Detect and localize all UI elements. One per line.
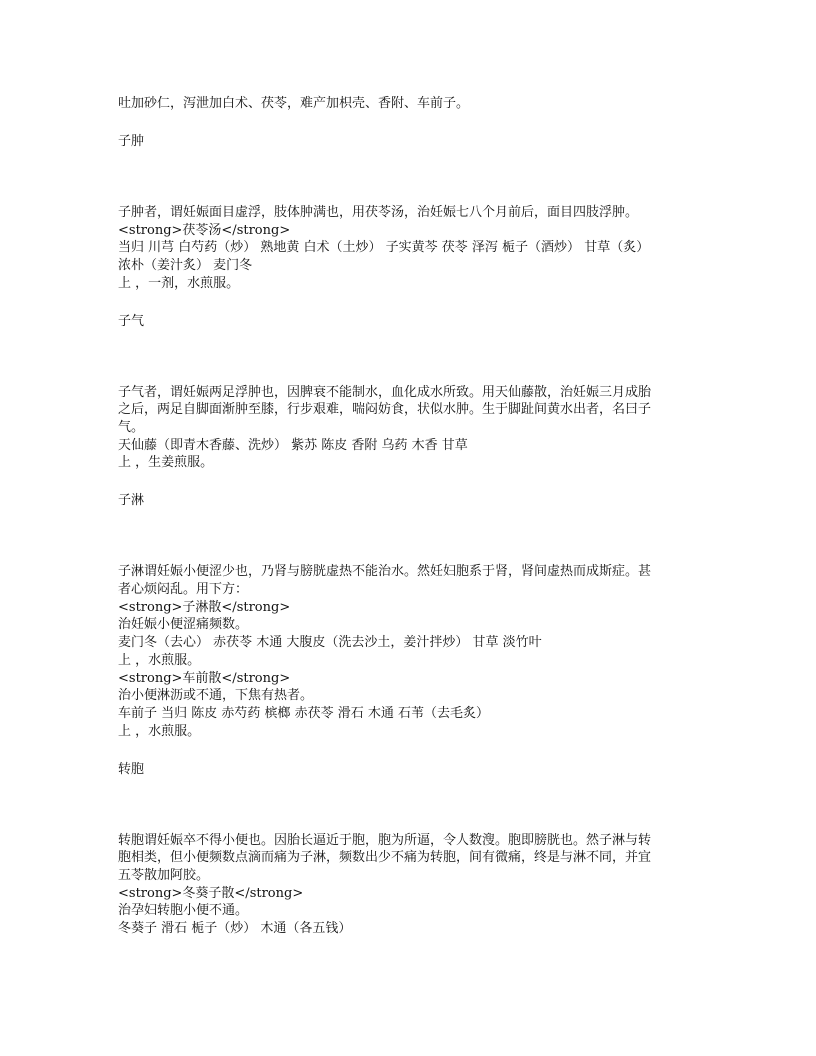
text-line: 浓朴（姜汁炙） 麦门冬 [118,258,253,274]
text-line: 天仙藤（即青木香藤、洗炒） 紫苏 陈皮 香附 乌药 木香 甘草 [118,437,468,453]
text-line: 者心烦闷乱。用下方： [118,582,249,598]
text-line: 上 ，水煎服。 [118,723,201,739]
text-line: 治孕妇转胞小便不通。 [118,903,249,919]
text-line: 转胞谓妊娠卒不得小便也。因胎长逼近于胞，胞为所逼，令人数溲。胞即膀胱也。然子淋与转 [118,832,652,848]
text-line: 当归 川芎 白芍药（炒） 熟地黄 白术（土炒） 子实黄芩 茯苓 泽泻 栀子（酒炒） 甘草（炙） [118,240,650,256]
formula-title-line: <strong>车前散</strong> [118,670,291,686]
section-heading: 子肿 [118,133,145,149]
text-line: 五苓散加阿胶。 [118,867,210,883]
text-line: 治妊娠小便涩痛频数。 [118,617,249,633]
formula-title-line: <strong>子淋散</strong> [118,599,291,615]
document-page [118,95,708,938]
text-line: 气。 [118,420,145,436]
formula-title-line: <strong>冬葵子散</strong> [118,885,304,901]
text-line: 子肿者，谓妊娠面目虚浮，肢体肿满也，用茯苓汤，治妊娠七八个月前后，面目四肢浮肿。 [118,204,639,220]
text-line: 上 ，一剂，水煎服。 [118,275,240,291]
text-line: 上 ，水煎服。 [118,652,201,668]
section-heading: 子气 [118,313,145,329]
section-heading: 子淋 [118,493,145,509]
text-line: 麦门冬（去心） 赤茯苓 木通 大腹皮（洗去沙土，姜汁拌炒） 甘草 淡竹叶 [118,635,542,651]
text-line: 子淋谓妊娠小便涩少也，乃肾与膀胱虚热不能治水。然妊妇胞系于肾，肾间虚热而成斯症。甚 [118,564,652,580]
text-line: 之后，两足自脚面渐肿至膝，行步艰难，喘闷妨食，状似水肿。生于脚趾间黄水出者，名曰子 [118,402,652,418]
section-heading: 转胞 [118,761,145,777]
intro-line: 吐加砂仁，泻泄加白术、茯苓，难产加枳壳、香附、车前子。 [118,96,470,111]
text-line: 车前子 当归 陈皮 赤芍药 槟榔 赤茯苓 滑石 木通 石苇（去毛炙） [118,705,490,721]
formula-title-line: <strong>茯苓汤</strong> [118,222,291,238]
text-line: 冬葵子 滑石 栀子（炒） 木通（各五钱） [118,921,352,936]
text-line: 胞相类，但小便频数点滴而痛为子淋，频数出少不痛为转胞，间有微痛，终是与淋不同，并宜 [118,850,652,866]
text-line: 上 ，生姜煎服。 [118,455,214,471]
sections [118,133,708,938]
text-line: 治小便淋沥或不通，下焦有热者。 [118,688,314,704]
text-line: 子气者，谓妊娠两足浮肿也，因脾衰不能制水，血化成水所致。用天仙藤散，治妊娠三月成胎 [118,384,652,400]
